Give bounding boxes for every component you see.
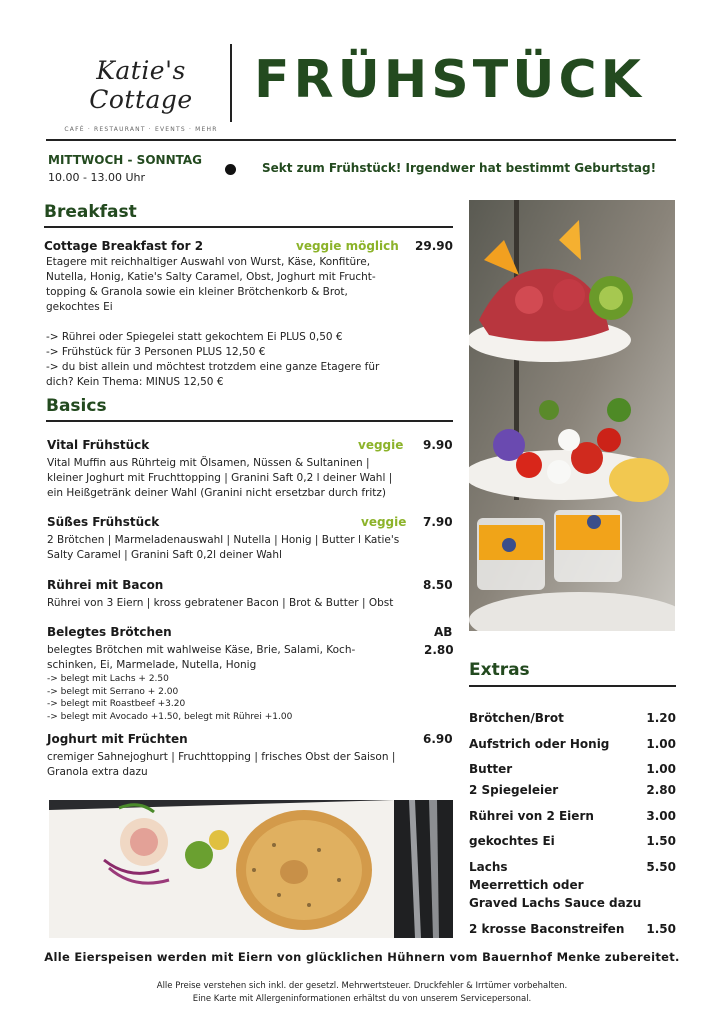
veggie-tag: veggie (358, 438, 404, 452)
extra-price: 1.20 (646, 711, 676, 725)
logo (56, 42, 226, 133)
veggie-tag: veggie (361, 515, 407, 529)
bullet-dot (225, 164, 236, 175)
extra-name: Butter (469, 762, 513, 776)
item-price: 9.90 (423, 438, 453, 452)
top-divider (46, 139, 676, 141)
extra-name: Rührei von 2 Eiern (469, 809, 594, 823)
extra-price: 5.50 (646, 860, 676, 874)
logo-subtitle: CAFÉ · RESTAURANT · EVENTS · MEHR (64, 126, 218, 133)
item-description: belegtes Brötchen mit wahlweise Käse, Brie, Salami, Koch- schinken, Ei, Marmelade, Nutella, Honig (47, 644, 356, 671)
extra-name: Meerrettich oder (469, 878, 584, 892)
extra-name: Lachs (469, 860, 508, 874)
item-name: Belegtes Brötchen (47, 625, 172, 639)
extra-price: 1.50 (646, 922, 676, 936)
extra-price: 1.00 (646, 762, 676, 776)
item-name: Rührei mit Bacon (47, 578, 164, 592)
sekt-note: Sekt zum Frühstück! Irgendwer hat bestimmt Geburtstag! (262, 161, 657, 175)
footer-legal: Alle Preise verstehen sich inkl. der gesetzl. Mehrwertsteuer. Druckfehler & Irrtümer vorbehalten. Eine Karte mit Allergeninformationen erhältst du von unserem Servicepersonal. (156, 981, 568, 1004)
extra-name: 2 Spiegeleier (469, 783, 559, 797)
header-divider (230, 44, 232, 122)
item-options: -> belegt mit Lachs + 2.50 -> belegt mit Serrano + 2.00 -> belegt mit Roastbeef +3.20 -> belegt mit Avocado +1.50, belegt mit Rührei +1.00 (47, 674, 293, 722)
extra-price: 2.80 (646, 783, 676, 797)
photo-bagel (49, 800, 453, 938)
veggie-tag: veggie möglich (296, 239, 399, 253)
extra-name: Aufstrich oder Honig (469, 737, 610, 751)
item-price: 2.80 (424, 643, 454, 657)
logo-script: Katie's Cottage (89, 56, 193, 114)
item-options: -> Rührei oder Spiegelei statt gekochtem Ei PLUS 0,50 € -> Frühstück für 3 Personen PLUS 12,50 € -> du bist allein und möchtest trotzdem eine ganze Etagere für dich? Kein Thema: MINUS 12,50 € (46, 331, 380, 388)
item-name: Vital Frühstück (47, 438, 150, 452)
opening-days: MITTWOCH - SONNTAG (48, 153, 202, 167)
opening-hours: 10.00 - 13.00 Uhr (48, 171, 145, 184)
item-description: Etagere mit reichhaltiger Auswahl von Wurst, Käse, Konfitüre, Nutella, Honig, Katie's Salty Caramel, Obst, Joghurt mit Frucht- topping & Granola sowie ein kleiner Brötchenkorb & Brot, gekochtes Ei (46, 256, 376, 313)
item-price-prefix: AB (434, 625, 453, 639)
item-description: 2 Brötchen | Marmeladenauswahl | Nutella | Honig | Butter l Katie's Salty Caramel | Granini Saft 0,2l deiner Wahl (47, 534, 400, 561)
page-title: FRÜHSTÜCK (254, 50, 645, 110)
item-price: 7.90 (423, 515, 453, 529)
extra-price: 3.00 (646, 809, 676, 823)
section-heading-breakfast: Breakfast (44, 202, 137, 222)
item-price: 6.90 (423, 732, 453, 746)
extra-price: 1.00 (646, 737, 676, 751)
section-heading-basics: Basics (46, 396, 107, 416)
item-price: 8.50 (423, 578, 453, 592)
item-description: Rührei von 3 Eiern | kross gebratener Bacon | Brot & Butter | Obst (47, 597, 394, 609)
item-name: Cottage Breakfast for 2 (44, 239, 204, 253)
item-name: Joghurt mit Früchten (47, 732, 188, 746)
extra-name: 2 krosse Baconstreifen (469, 922, 625, 936)
extra-price: 1.50 (646, 834, 676, 848)
photo-etagere (469, 200, 675, 631)
item-description: cremiger Sahnejoghurt | Fruchttopping | frisches Obst der Saison | Granola extra dazu (47, 751, 396, 778)
section-divider (44, 226, 453, 228)
section-divider (469, 685, 676, 687)
extra-name: gekochtes Ei (469, 834, 555, 848)
extra-name: Brötchen/Brot (469, 711, 564, 725)
section-divider (46, 420, 453, 422)
item-price: 29.90 (415, 239, 453, 253)
extra-name: Graved Lachs Sauce dazu (469, 896, 642, 910)
item-description: Vital Muffin aus Rührteig mit Ölsamen, Nüssen & Sultaninen | kleiner Joghurt mit Fruchttopping | Granini Saft 0,2 l deiner Wahl | ein Heißgetränk deiner Wahl (Granini nicht ersetzbar durch fritz) (47, 457, 393, 499)
footer-eggs-note: Alle Eierspeisen werden mit Eiern von glücklichen Hühnern vom Bauernhof Menke zubereitet. (44, 950, 680, 964)
section-heading-extras: Extras (469, 660, 530, 680)
item-name: Süßes Frühstück (47, 515, 160, 529)
